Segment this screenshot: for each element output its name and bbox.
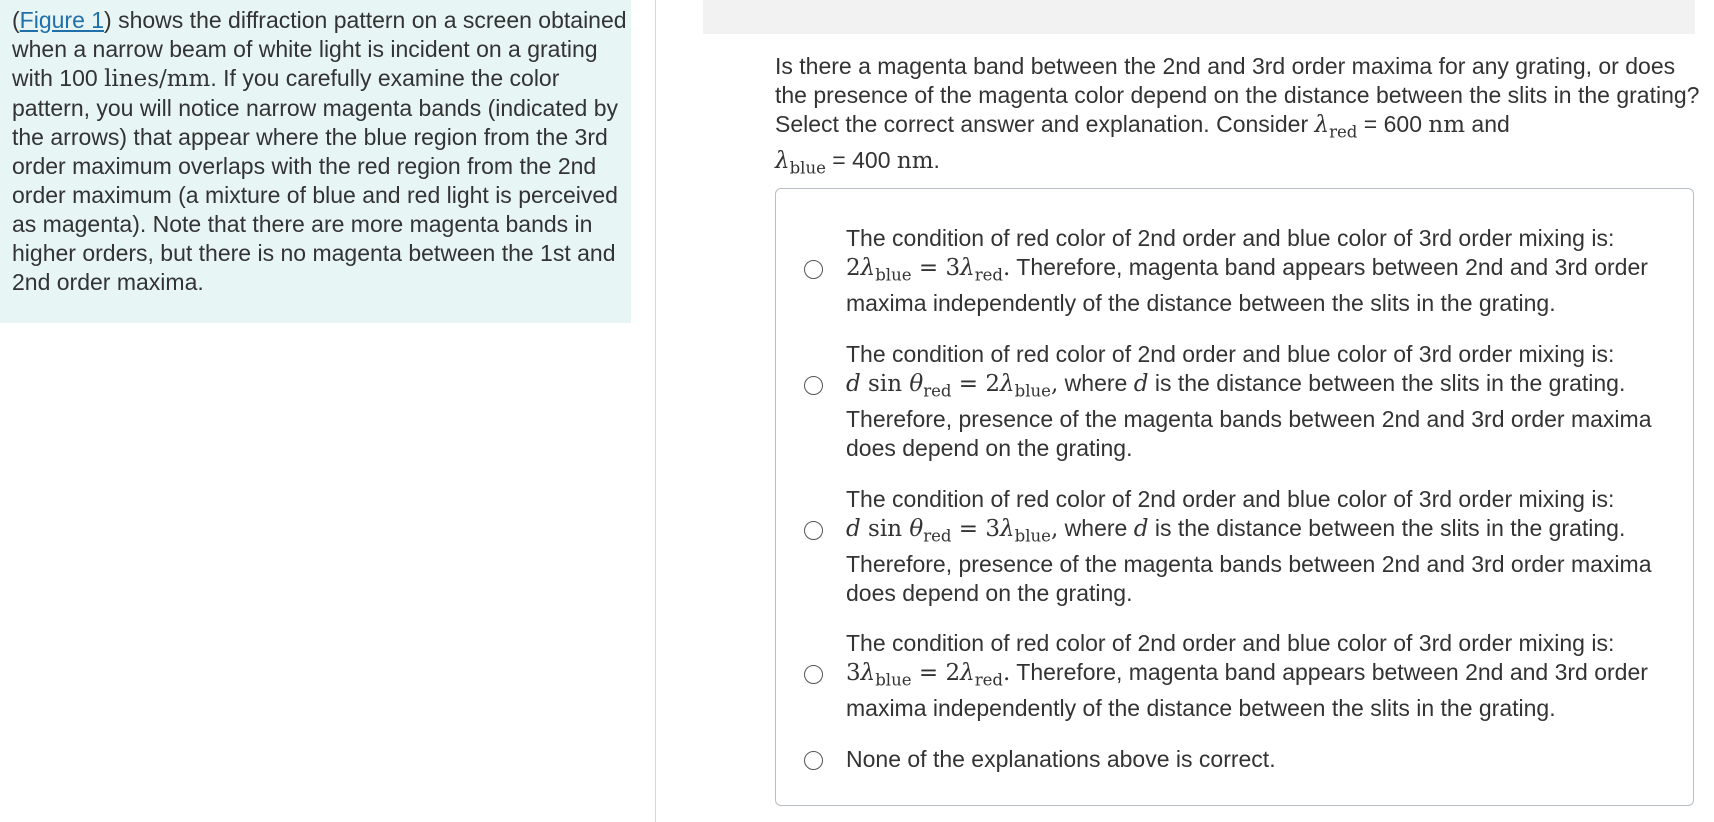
answer-option-5[interactable] (776, 745, 1693, 777)
top-toolbar-strip (703, 0, 1695, 34)
answer-option-2[interactable] (776, 340, 1693, 462)
option-text: The condition of red color of 2nd order and blue color of 3rd order mixing is: d $\sin \theta_{red} = 2\lambda_{blue}$, where d is the distance between the slits in the grating. Therefore, presence of the magenta bands between 2nd and 3rd order maxima does depend on the grating. (846, 341, 1652, 462)
lambda-symbol: λ (775, 148, 790, 175)
question-text: Is there a magenta band between the 2nd and 3rd order maxima for any grating, or does the presence of the magenta color depend on the distance between the slits in the grating? Select the correct answer and explanation. Consider $\lambda_{red} = 600$ nm and $\lambda_{blue} = 400$ nm. (775, 53, 1700, 178)
option-text: The condition of red color of 2nd order and blue color of 3rd order mixing is: d $\sin \theta_{red} = 3\lambda_{blue}$, where d is the distance between the slits in the grating. Therefore, presence of the magenta bands between 2nd and 3rd order maxima does depend on the grating. (846, 486, 1652, 607)
answer-option-1[interactable] (776, 224, 1693, 317)
option-equation: d $\sin \theta_{red} = 2\lambda_{blue}$, (846, 371, 1059, 401)
option-text: None of the explanations above is correct. (846, 746, 1276, 772)
option-equation: d $\sin \theta_{red} = 3\lambda_{blue}$, (846, 516, 1059, 546)
answer-choices-box (775, 188, 1694, 806)
problem-context-panel: (Figure 1) shows the diffraction pattern on a screen obtained when a narrow beam of white light is incident on a grating with 100 lines/mm. If you carefully examine the color pattern, you will notice narrow magenta bands (indicated by the arrows) that appear where the blue region from the 3rd order maximum overlaps with the red region from the 2nd order maximum (a mixture of blue and red light is perceived as magenta). Note that there are more magenta bands in higher orders, but there is no magenta between the 1st and 2nd order maxima. (0, 0, 631, 323)
figure-1-link[interactable]: Figure 1 (19, 7, 105, 33)
passage-text-1: ) shows the diffraction pattern on a screen obtained when a narrow beam of white light is incident on a grating with 100 (12, 7, 627, 91)
passage-text-2: . If you carefully examine the color pattern, you will notice narrow magenta bands (indicated by the arrows) that appear where the blue region from the 3rd order maximum overlaps with the red region from the 2nd order maximum (a mixture of blue and red light is perceived as magenta). Note that there are more magenta bands in higher orders, but there is no magenta between the 1st and 2nd order maxima. (12, 65, 619, 295)
option-text: The condition of red color of 2nd order and blue color of 3rd order mixing is: $3\lambda_{blue} = 2\lambda_{red}$. Therefore, magenta band appears between 2nd and 3rd order maxima independently of the distance between the slits in the grating. (846, 630, 1648, 722)
option-equation: $2\lambda_{blue} = 3\lambda_{red}$. (846, 255, 1011, 285)
radio-button[interactable] (804, 665, 823, 684)
passage-units: lines/mm (104, 66, 211, 92)
lambda-symbol: λ (1314, 112, 1330, 138)
answer-option-4[interactable] (776, 629, 1693, 722)
radio-button[interactable] (804, 751, 823, 770)
answer-option-3[interactable] (776, 485, 1693, 607)
option-text: The condition of red color of 2nd order and blue color of 3rd order mixing is: $2\lambda_{blue} = 3\lambda_{red}$. Therefore, magenta band appears between 2nd and 3rd order maxima independently of the distance between the slits in the grating. (846, 225, 1648, 317)
option-equation: $3\lambda_{blue} = 2\lambda_{red}$. (846, 660, 1011, 690)
radio-button[interactable] (804, 376, 823, 395)
panel-divider (655, 0, 656, 822)
radio-button[interactable] (804, 521, 823, 540)
radio-button[interactable] (804, 260, 823, 279)
